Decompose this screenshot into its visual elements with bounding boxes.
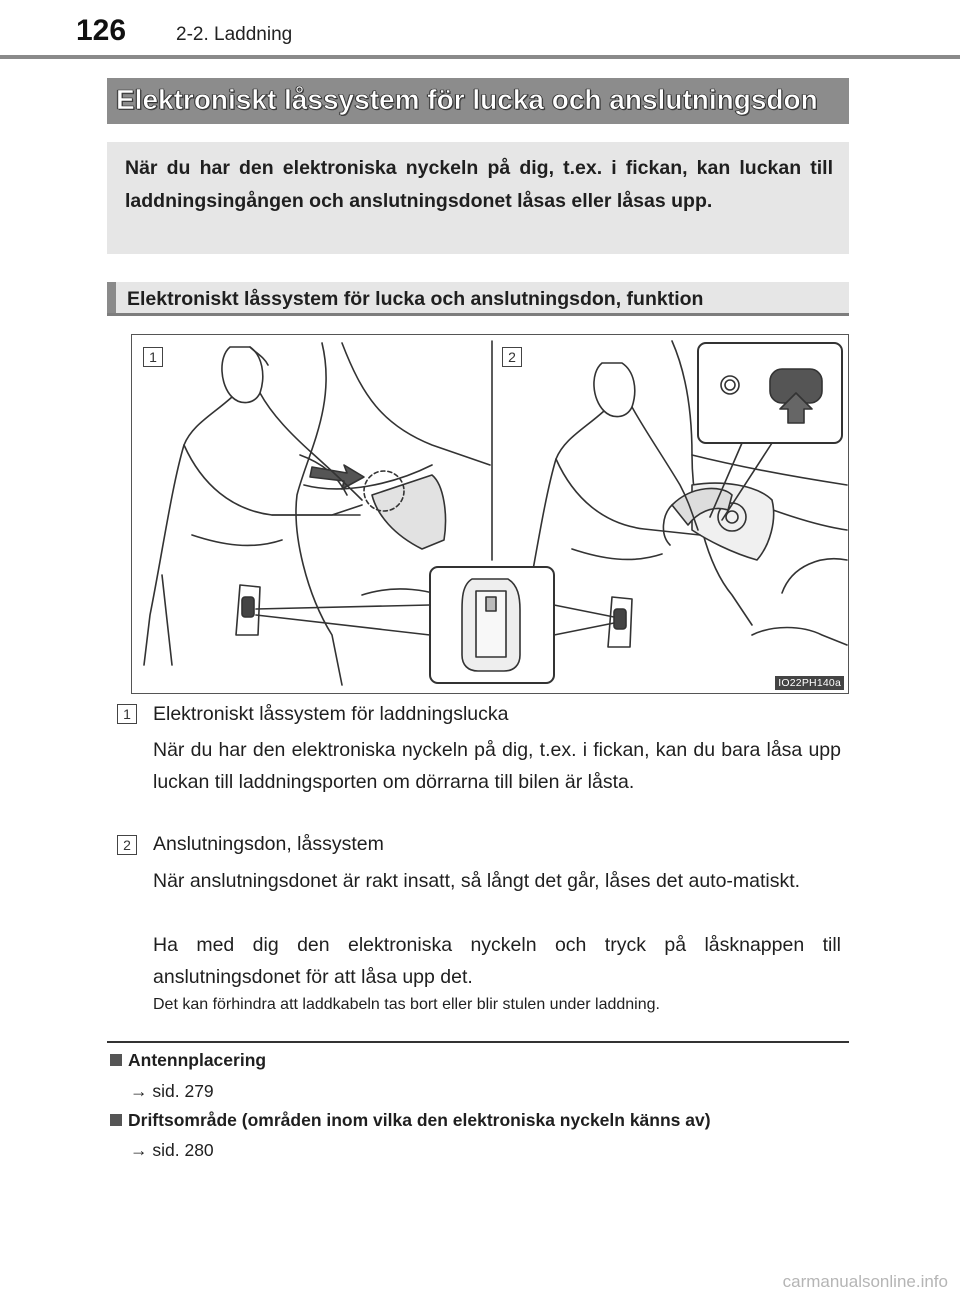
note-ref-antenna[interactable]: → sid. 279 <box>130 1081 214 1101</box>
section-reference: 2-2. Laddning <box>176 24 293 45</box>
illustration <box>131 334 849 694</box>
item-body-1: När du har den elektroniska nyckeln på dig, t.ex. i fickan, kan du bara låsa upp luckan till laddningsporten om dörrarna till bilen är låsta. <box>153 739 841 793</box>
watermark: carmanualsonline.info <box>782 1272 948 1291</box>
person-right-head <box>594 363 635 417</box>
header-rule <box>0 55 960 59</box>
illustration-drawing <box>132 335 848 693</box>
bullet-square-icon <box>110 1114 122 1126</box>
person-left-body <box>144 397 232 665</box>
note-ref-range[interactable]: → sid. 280 <box>130 1140 214 1160</box>
key-in-pocket-left <box>242 597 254 617</box>
item-note: Det kan förhindra att laddkabeln tas bort eller blir stulen under laddning. <box>153 996 660 1013</box>
bullet-square-icon <box>110 1054 122 1066</box>
item-title-2: Anslutningsdon, låssystem <box>153 833 384 855</box>
person-left-head <box>222 347 263 403</box>
title-banner <box>107 78 849 124</box>
note-heading-antenna-text: Antennplacering <box>128 1050 267 1070</box>
note-heading-range-text: Driftsområde (områden inom vilka den elektroniska nyckeln känns av) <box>128 1110 711 1130</box>
charging-lid-left <box>372 475 446 549</box>
item-body-2b: Ha med dig den elektroniska nyckeln och tryck på låsknappen till anslutningsdonet för att låsa upp det. <box>153 934 841 988</box>
intro-box <box>107 142 849 254</box>
note-heading-antenna <box>110 1050 266 1071</box>
key-in-pocket-right <box>614 609 626 629</box>
page-title: Elektroniskt låssystem för lucka och anslutningsdon <box>116 84 818 115</box>
item-body-2: När anslutningsdonet är rakt insatt, så långt det går, låses det auto-matiskt. <box>153 870 801 892</box>
item-title-1: Elektroniskt låssystem för laddningslucka <box>153 703 509 725</box>
illustration-marker-2: 2 <box>502 347 522 367</box>
note-heading-range <box>110 1110 711 1131</box>
item-marker-1: 1 <box>117 704 137 724</box>
divider <box>107 1041 849 1043</box>
illustration-marker-1: 1 <box>143 347 163 367</box>
page-number: 126 <box>76 14 127 47</box>
item-marker-2: 2 <box>117 835 137 855</box>
figure-code: IO22PH140a <box>775 676 844 690</box>
sub-heading <box>107 282 849 316</box>
intro-text: När du har den elektroniska nyckeln på dig, t.ex. i fickan, kan luckan till laddningsingången och anslutningsdonet låsas eller låsas upp. <box>125 157 833 212</box>
sub-heading-text: Elektroniskt låssystem för lucka och anslutningsdon, funktion <box>127 288 704 310</box>
